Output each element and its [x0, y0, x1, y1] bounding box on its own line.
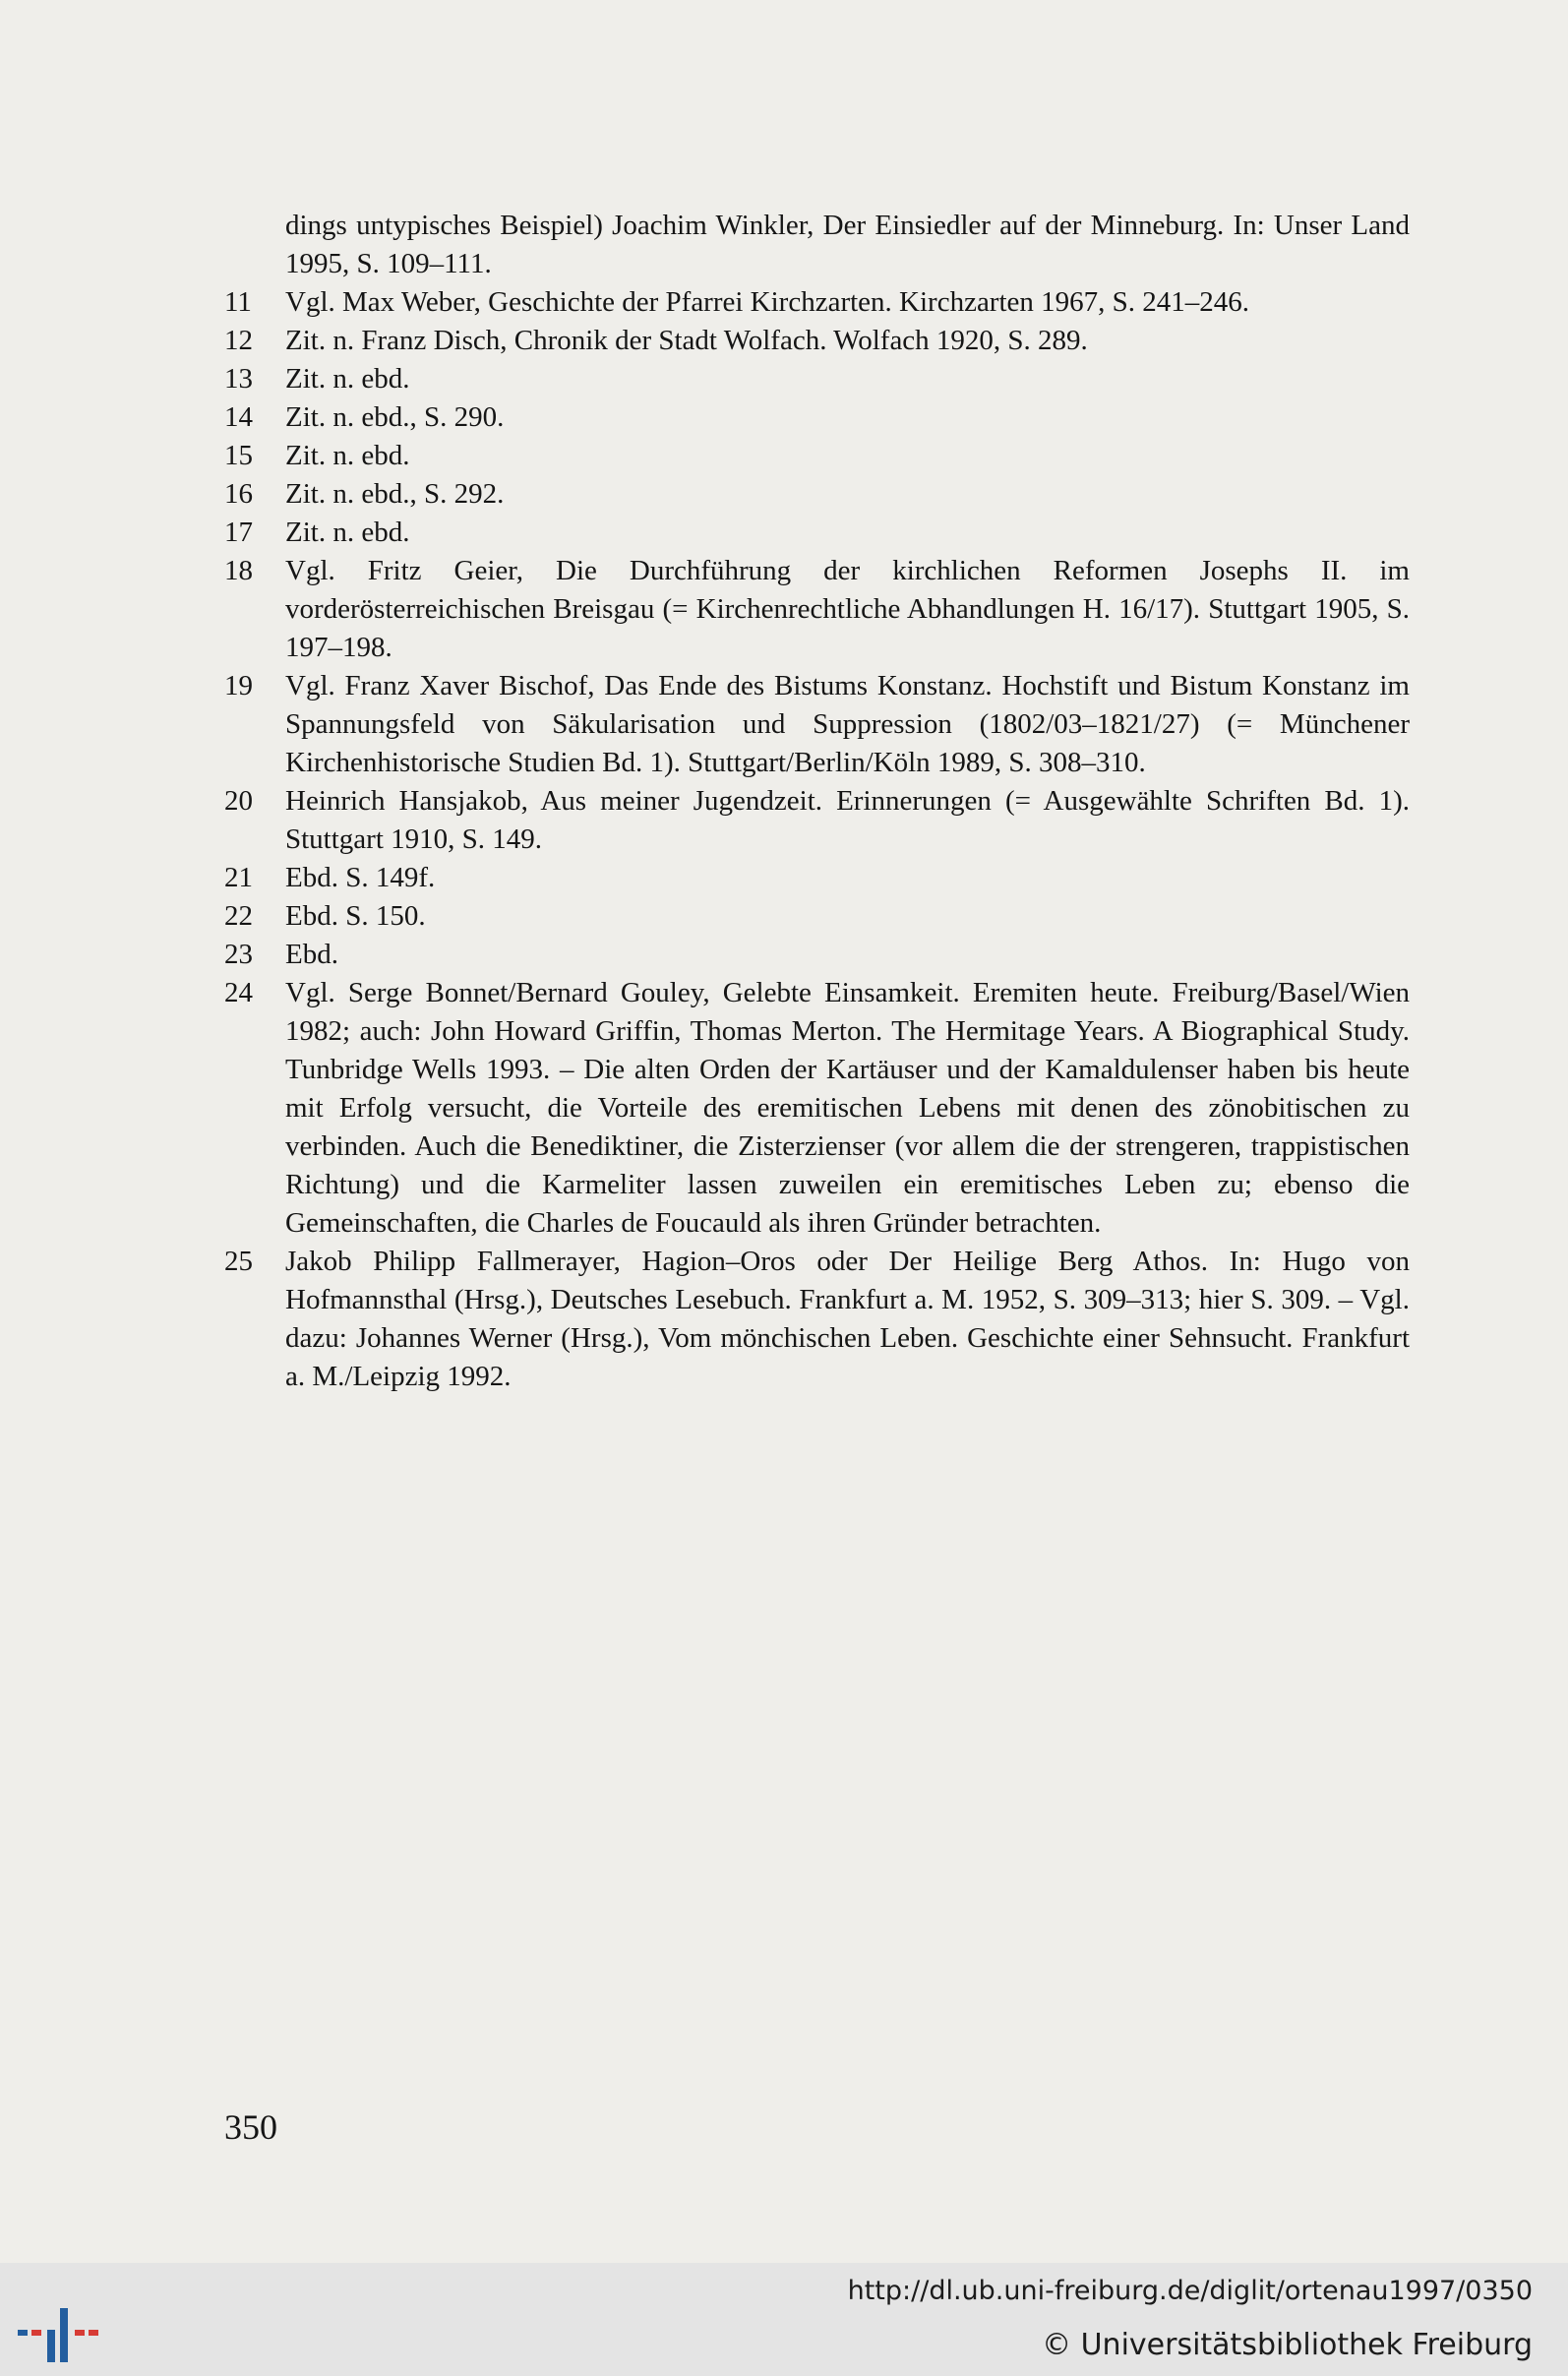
- footnote-21: [224, 859, 1410, 897]
- footnote-text: Vgl. Fritz Geier, Die Durchführung der kirchlichen Reformen Josephs II. im vorderösterreichischen Breisgau (= Kirchenrechtliche Abhandlungen H. 16/17). Stuttgart 1905, S. 197–198.: [285, 555, 1410, 663]
- footnote-text: Vgl. Franz Xaver Bischof, Das Ende des Bistums Konstanz. Hochstift und Bistum Konstanz im Spannungsfeld von Säkularisation und Suppression (1802/03–1821/27) (= Münchener Kirchenhistorische Studien Bd. 1). Stuttgart/Berlin/Köln 1989, S. 308–310.: [285, 670, 1410, 778]
- footnote-20: [224, 782, 1410, 859]
- footnote-24: [224, 974, 1410, 1243]
- footnote-text: Vgl. Max Weber, Geschichte der Pfarrei Kirchzarten. Kirchzarten 1967, S. 241–246.: [285, 286, 1250, 318]
- footnote-18: [224, 552, 1410, 667]
- footnote-number: 17: [224, 517, 253, 548]
- footnote-16: [224, 475, 1410, 514]
- footnote-number: 16: [224, 478, 253, 510]
- footnote-25: [224, 1243, 1410, 1396]
- footnote-text: Zit. n. Franz Disch, Chronik der Stadt Wolfach. Wolfach 1920, S. 289.: [285, 325, 1088, 356]
- footnote-number: 13: [224, 363, 253, 395]
- footnote-11: [224, 283, 1410, 322]
- footnote-number: 18: [224, 555, 253, 586]
- footnote-text: Zit. n. ebd.: [285, 440, 410, 471]
- footnote-text: Jakob Philipp Fallmerayer, Hagion–Oros oder Der Heilige Berg Athos. In: Hugo von Hofmannsthal (Hrsg.), Deutsches Lesebuch. Frankfurt a. M. 1952, S. 309–313; hier S. 309. – Vgl. dazu: Johannes Werner (Hrsg.), Vom mönchischen Leben. Geschichte einer Sehnsucht. Frankfurt a. M./Leipzig 1992.: [285, 1246, 1410, 1392]
- footnote-number: 24: [224, 977, 253, 1008]
- footnote-text: Vgl. Serge Bonnet/Bernard Gouley, Gelebte Einsamkeit. Eremiten heute. Freiburg/Basel/Wien 1982; auch: John Howard Griffin, Thomas Merton. The Hermitage Years. A Biographical Study. Tunbridge Wells 1993. – Die alten Orden der Kartäuser und der Kamaldulenser haben bis heute mit Erfolg versucht, die Vorteile des eremitischen Lebens mit denen des zönobitischen zu verbinden. Auch die Benediktiner, die Zisterzienser (vor allem die der strengeren, trappistischen Richtung) und die Karmeliter lassen zuweilen ein eremitisches Leben zu; ebenso die Gemeinschaften, die Charles de Foucauld als ihren Gründer betrachten.: [285, 977, 1410, 1239]
- ub-freiburg-logo-icon: [18, 2308, 100, 2362]
- viewer-footer: [0, 2263, 1568, 2376]
- footnote-text: Ebd.: [285, 939, 338, 970]
- copyright-notice: © Universitätsbibliothek Freiburg: [1042, 2328, 1533, 2362]
- footnote-text: Zit. n. ebd., S. 292.: [285, 478, 505, 510]
- footnote-number: 15: [224, 440, 253, 471]
- footnote-number: 20: [224, 785, 253, 817]
- footnote-number: 11: [224, 286, 252, 318]
- footnote-number: 22: [224, 900, 253, 932]
- footnote-text: Ebd. S. 149f.: [285, 862, 436, 893]
- page-number: 350: [224, 2107, 277, 2147]
- footnote-17: [224, 514, 1410, 552]
- footnote-number: 12: [224, 325, 253, 356]
- footnote-number: 23: [224, 939, 253, 970]
- footnote-list: [224, 207, 1410, 1396]
- footnote-continuation: [224, 207, 1410, 283]
- footnote-14: [224, 398, 1410, 437]
- digital-library-url-link[interactable]: http://dl.ub.uni-freiburg.de/diglit/ortenau1997/0350: [847, 2276, 1533, 2306]
- footnote-text: Ebd. S. 150.: [285, 900, 426, 932]
- footnote-number: 21: [224, 862, 253, 893]
- footnote-number: 25: [224, 1246, 253, 1277]
- footnote-number: 19: [224, 670, 253, 701]
- footnote-15: [224, 437, 1410, 475]
- footnote-number: 14: [224, 401, 253, 433]
- footnote-23: [224, 936, 1410, 974]
- footnote-19: [224, 667, 1410, 782]
- footnote-13: [224, 360, 1410, 398]
- footnote-12: [224, 322, 1410, 360]
- footnote-text: dings untypisches Beispiel) Joachim Winkler, Der Einsiedler auf der Minneburg. In: Unser Land 1995, S. 109–111.: [285, 210, 1410, 279]
- footnote-text: Zit. n. ebd.: [285, 517, 410, 548]
- footnote-text: Zit. n. ebd., S. 290.: [285, 401, 505, 433]
- footnote-22: [224, 897, 1410, 936]
- footnote-text: Heinrich Hansjakob, Aus meiner Jugendzeit. Erinnerungen (= Ausgewählte Schriften Bd. 1). Stuttgart 1910, S. 149.: [285, 785, 1410, 855]
- footnote-text: Zit. n. ebd.: [285, 363, 410, 395]
